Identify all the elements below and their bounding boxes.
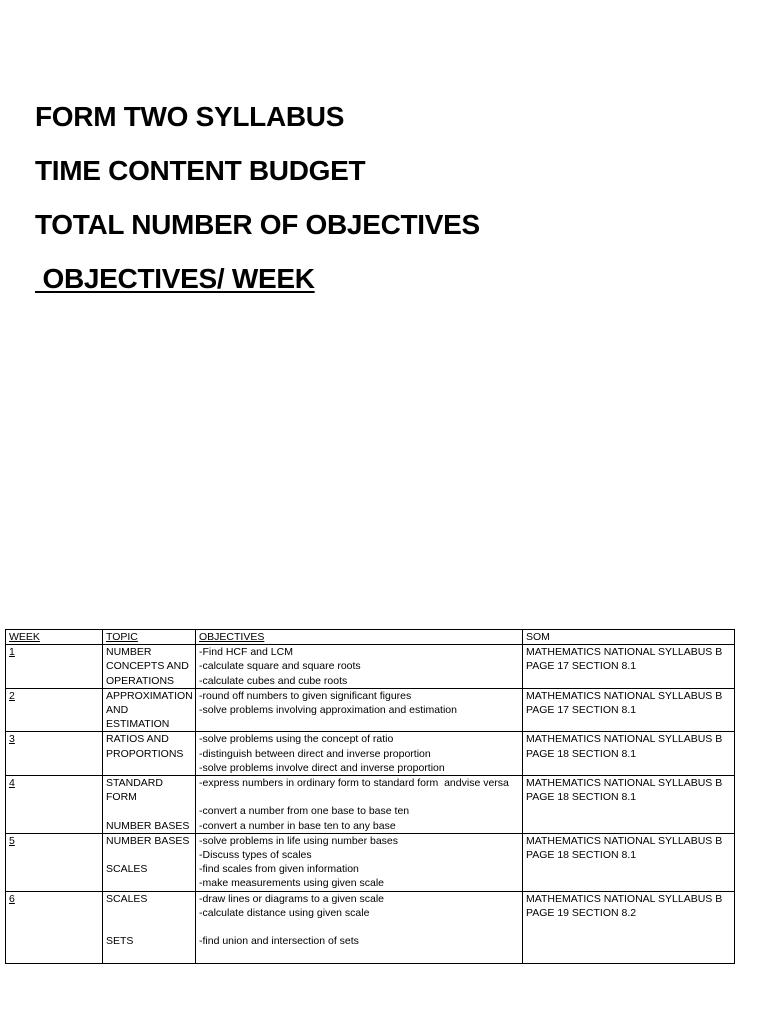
week-number: 5 [9,834,15,847]
table-row [6,891,735,963]
topic-cell [103,776,196,834]
som-line: PAGE 17 SECTION 8.1 [526,660,637,673]
heading-form-two-syllabus: FORM TWO SYLLABUS [35,101,345,132]
objectives-cell [196,891,523,963]
objective-line: -calculate cubes and cube roots [199,674,348,687]
objective-line: -convert a number in base ten to any base [199,819,396,832]
topic-line: SCALES [106,863,148,876]
topic-line [106,920,195,934]
topic-cell [103,688,196,732]
objective-line: -solve problems using the concept of ratio [199,733,394,746]
som-cell [523,891,735,963]
objective-line: -find union and intersection of sets [199,935,359,948]
topic-line: CONCEPTS AND [106,660,189,673]
objective-line: -calculate distance using given scale [199,906,370,919]
som-line: MATHEMATICS NATIONAL SYLLABUS B [526,834,723,847]
week-number: 6 [9,892,15,905]
week-number: 4 [9,777,15,790]
week-number: 3 [9,733,15,746]
topic-line: STANDARD [106,777,163,790]
topic-line: NUMBER BASES [106,819,190,832]
som-line: PAGE 18 SECTION 8.1 [526,747,637,760]
objectives-cell [196,833,523,891]
topic-cell [103,833,196,891]
header-som: SOM [523,630,735,645]
topic-line: ESTIMATION [106,718,170,731]
week-cell [6,776,103,834]
topic-line: AND [106,704,129,717]
topic-line: SCALES [106,892,148,905]
document-headings [35,90,480,306]
objective-line: -distinguish between direct and inverse proportion [199,747,431,760]
som-cell [523,776,735,834]
som-line: MATHEMATICS NATIONAL SYLLABUS B [526,646,723,659]
header-objectives: OBJECTIVES [196,630,523,645]
week-number: 2 [9,689,15,702]
objective-line: -solve problems involve direct and inverse proportion [199,761,445,774]
som-line: PAGE 18 SECTION 8.1 [526,791,637,804]
objectives-cell [196,776,523,834]
objective-line [199,790,522,804]
som-cell [523,645,735,689]
som-cell [523,688,735,732]
som-line: PAGE 18 SECTION 8.1 [526,849,637,862]
som-line: MATHEMATICS NATIONAL SYLLABUS B [526,892,723,905]
objective-line: -express numbers in ordinary form to standard form andvise versa [199,777,509,790]
som-cell [523,732,735,776]
table-row [6,688,735,732]
table-row [6,776,735,834]
header-topic: TOPIC [103,630,196,645]
objectives-cell [196,732,523,776]
topic-cell [103,645,196,689]
week-cell [6,891,103,963]
week-cell [6,688,103,732]
table-row [6,732,735,776]
topic-line: NUMBER [106,646,152,659]
objectives-cell [196,688,523,732]
heading-objectives-per-week: OBJECTIVES/ WEEK [35,263,315,294]
topic-line: FORM [106,791,137,804]
objective-line: -Find HCF and LCM [199,646,293,659]
week-cell [6,732,103,776]
heading-time-content-budget: TIME CONTENT BUDGET [35,155,366,186]
week-cell [6,645,103,689]
topic-line: PROPORTIONS [106,747,184,760]
topic-line: OPERATIONS [106,674,175,687]
table-row [6,833,735,891]
table-header-row [6,630,735,645]
topic-line: SETS [106,935,134,948]
objectives-cell [196,645,523,689]
topic-line: APPROXIMATION [106,689,193,702]
topic-line [106,804,195,818]
som-line: MATHEMATICS NATIONAL SYLLABUS B [526,689,723,702]
objective-line [199,920,522,934]
objective-line: -calculate square and square roots [199,660,361,673]
topic-line [106,906,195,920]
header-week: WEEK [6,630,103,645]
topic-cell [103,891,196,963]
som-line: PAGE 17 SECTION 8.1 [526,704,637,717]
week-number: 1 [9,646,15,659]
topic-line: RATIOS AND [106,733,169,746]
topic-cell [103,732,196,776]
objective-line: -solve problems involving approximation and estimation [199,704,457,717]
objective-line: -make measurements using given scale [199,877,385,890]
topic-line: NUMBER BASES [106,834,190,847]
objective-line: -solve problems in life using number bases [199,834,399,847]
objective-line: -convert a number from one base to base ten [199,805,410,818]
heading-total-objectives: TOTAL NUMBER OF OBJECTIVES [35,209,480,240]
topic-line [106,848,195,862]
syllabus-table [5,629,735,964]
som-line: PAGE 19 SECTION 8.2 [526,906,637,919]
objective-line: -draw lines or diagrams to a given scale [199,892,385,905]
table-row [6,645,735,689]
objective-line: -round off numbers to given significant figures [199,689,412,702]
som-line: MATHEMATICS NATIONAL SYLLABUS B [526,733,723,746]
som-line: MATHEMATICS NATIONAL SYLLABUS B [526,777,723,790]
row-spacer [199,948,522,962]
som-cell [523,833,735,891]
objective-line: -Discuss types of scales [199,849,312,862]
week-cell [6,833,103,891]
objective-line: -find scales from given information [199,863,359,876]
